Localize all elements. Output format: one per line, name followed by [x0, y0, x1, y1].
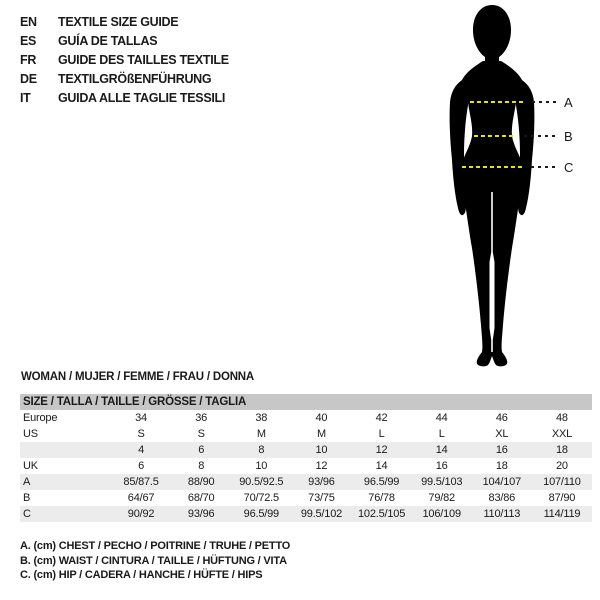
- table-row: [20, 410, 592, 426]
- size-cell: 4: [138, 444, 145, 456]
- row-label: UK: [23, 460, 38, 472]
- silhouette-head: [473, 5, 511, 63]
- row-label: B: [23, 492, 31, 504]
- size-cell: 44: [435, 412, 448, 424]
- lang-title: GUIDA ALLE TAGLIE TESSILI: [58, 91, 226, 105]
- row-label: C: [23, 508, 31, 520]
- size-cell: XXL: [551, 428, 573, 440]
- size-cell: 64/67: [127, 492, 155, 504]
- measurement-legend: [20, 539, 290, 583]
- size-cell: 96.5/99: [243, 508, 279, 520]
- table-row: [20, 442, 592, 458]
- size-cell: 96.5/99: [363, 476, 400, 488]
- size-cell: 104/107: [482, 476, 521, 488]
- size-cell: 110/113: [483, 508, 521, 520]
- size-cell: 14: [435, 444, 448, 456]
- size-cell: 18: [495, 460, 508, 472]
- size-cell: 107/110: [543, 476, 581, 488]
- size-cell: 6: [138, 460, 145, 472]
- lang-title: GUÍA DE TALLAS: [58, 34, 158, 48]
- table-row: [20, 506, 592, 522]
- size-cell: M: [256, 428, 266, 440]
- woman-silhouette-figure: [440, 0, 580, 375]
- size-cell: 36: [195, 412, 208, 424]
- lang-title: TEXTILGRÖßENFÜHRUNG: [58, 72, 212, 86]
- size-cell: 12: [375, 444, 388, 456]
- lang-code: DE: [20, 72, 37, 86]
- table-row: [20, 490, 592, 506]
- size-table-header: SIZE / TALLA / TAILLE / GRÖSSE / TAGLIA: [20, 394, 592, 410]
- size-cell: 90.5/92.5: [239, 476, 284, 488]
- lang-title: GUIDE DES TAILLES TEXTILE: [58, 53, 229, 67]
- measure-label-a: A: [564, 95, 573, 110]
- size-table-body: [20, 410, 592, 522]
- size-cell: 46: [495, 412, 508, 424]
- size-cell: 42: [375, 412, 388, 424]
- table-row: [20, 458, 592, 474]
- size-cell: 40: [315, 412, 328, 424]
- size-cell: 99.5/103: [421, 476, 463, 488]
- size-cell: 14: [375, 460, 388, 472]
- lang-code: EN: [20, 15, 37, 29]
- size-cell: 70/72.5: [243, 492, 279, 504]
- row-label: A: [23, 476, 31, 488]
- size-cell: 18: [556, 444, 568, 456]
- size-cell: 8: [198, 460, 205, 472]
- row-label: [20, 442, 111, 458]
- lang-title: TEXTILE SIZE GUIDE: [58, 15, 179, 29]
- lang-row-de: [20, 70, 229, 89]
- size-cell: 88/90: [187, 476, 215, 488]
- lang-code: FR: [20, 53, 37, 67]
- lang-row-en: [20, 13, 229, 32]
- size-cell: M: [316, 428, 326, 440]
- size-cell: 90/92: [127, 508, 155, 520]
- size-cell: 68/70: [187, 492, 215, 504]
- size-cell: 8: [258, 444, 265, 456]
- size-table-section: [20, 394, 592, 522]
- legend-line-hip: C. (cm) HIP / CADERA / HANCHE / HÜFTE / HIPS: [20, 569, 263, 581]
- section-title-woman: WOMAN / MUJER / FEMME / FRAU / DONNA: [21, 371, 255, 383]
- language-title-block: [20, 13, 229, 108]
- size-cell: 48: [556, 412, 568, 424]
- size-cell: 38: [255, 412, 268, 424]
- size-cell: 76/78: [368, 492, 395, 504]
- table-row: [20, 474, 592, 490]
- size-cell: XL: [495, 428, 509, 440]
- legend-line-waist: B. (cm) WAIST / CINTURA / TAILLE / HÜFTUNG / VITA: [20, 554, 287, 567]
- size-cell: 16: [435, 460, 448, 472]
- size-cell: 79/82: [428, 492, 455, 504]
- size-cell: 20: [556, 460, 568, 472]
- lang-row-fr: [20, 51, 229, 70]
- lang-code: IT: [20, 91, 31, 105]
- size-cell: 87/90: [548, 492, 576, 504]
- size-cell: S: [197, 428, 205, 440]
- size-cell: 99.5/102: [300, 508, 343, 520]
- size-cell: 73/75: [308, 492, 335, 504]
- table-row: [20, 426, 592, 442]
- lang-code: ES: [20, 34, 37, 48]
- measure-label-b: B: [564, 129, 573, 144]
- size-cell: L: [378, 428, 385, 440]
- size-cell: S: [137, 428, 145, 440]
- row-label: US: [23, 428, 38, 440]
- measure-label-c: C: [564, 160, 574, 175]
- size-cell: 85/87.5: [123, 476, 159, 488]
- lang-row-es: [20, 32, 229, 51]
- size-cell: 34: [135, 412, 147, 424]
- row-label: Europe: [23, 412, 58, 424]
- size-cell: 12: [315, 460, 328, 472]
- size-cell: 93/96: [308, 476, 335, 488]
- lang-row-it: [20, 89, 229, 108]
- size-cell: 93/96: [187, 508, 215, 520]
- size-cell: 83/86: [488, 492, 516, 504]
- size-cell: 114/119: [543, 508, 581, 520]
- size-cell: 10: [315, 444, 328, 456]
- size-cell: 106/109: [422, 508, 461, 520]
- legend-line-chest: A. (cm) CHEST / PECHO / POITRINE / TRUHE / PETTO: [20, 540, 291, 552]
- size-cell: 16: [495, 444, 508, 456]
- size-cell: 10: [255, 460, 268, 472]
- size-table: [20, 410, 592, 522]
- size-cell: L: [438, 428, 445, 440]
- size-cell: 102.5/105: [357, 508, 406, 520]
- size-cell: 6: [198, 444, 205, 456]
